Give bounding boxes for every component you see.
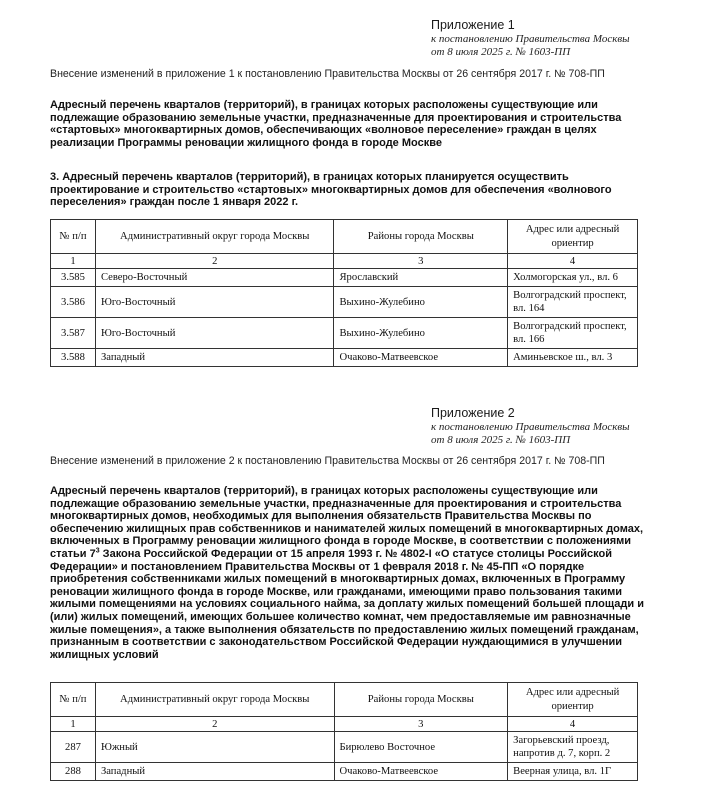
article-superscript: 3 <box>95 547 100 555</box>
row-rayon: Очаково-Матвеевское <box>334 349 508 367</box>
column-number: 4 <box>508 254 638 269</box>
column-number: 4 <box>508 717 638 732</box>
appendix-2-title: Приложение 2 <box>431 406 515 420</box>
column-header: Адрес или адресный ориентир <box>508 220 638 254</box>
row-number: 287 <box>51 732 96 763</box>
column-header: № п/п <box>51 220 96 254</box>
table-header-row <box>51 220 638 254</box>
row-rayon: Ярославский <box>334 269 508 287</box>
column-number-row <box>51 254 638 269</box>
row-number: 3.587 <box>51 318 96 349</box>
table-row <box>51 763 638 781</box>
row-address: Волгоградский проспект, вл. 166 <box>508 318 638 349</box>
appendix-2-table <box>50 682 638 781</box>
appendix-1-subtitle-line1: к постановлению Правительства Москвы <box>431 33 630 45</box>
column-header: Адрес или адресный ориентир <box>508 683 638 717</box>
table-row <box>51 732 638 763</box>
table-row <box>51 269 638 287</box>
row-number: 3.588 <box>51 349 96 367</box>
appendix-1-subtitle-line2: от 8 июля 2025 г. № 1603-ПП <box>431 46 571 58</box>
appendix-1-header <box>431 18 671 59</box>
appendix-1-heading <box>50 99 650 149</box>
column-header: Районы города Москвы <box>334 683 508 717</box>
row-okrug: Южный <box>95 732 334 763</box>
row-okrug: Юго-Восточный <box>95 318 334 349</box>
column-header: Районы города Москвы <box>334 220 508 254</box>
appendix-2-amendment: Внесение изменений в приложение 2 к постановлению Правительства Москвы от 26 сентября 2017 г. № 708-ПП <box>50 455 605 467</box>
row-rayon: Выхино-Жулебино <box>334 318 508 349</box>
column-header: Административный округ города Москвы <box>95 683 334 717</box>
row-address: Холмогорская ул., вл. 6 <box>508 269 638 287</box>
column-number: 2 <box>95 254 334 269</box>
appendix-2-heading <box>50 485 650 661</box>
appendix-2-heading-text <box>50 485 650 661</box>
column-number: 1 <box>51 254 96 269</box>
appendix-2-subtitle-line1: к постановлению Правительства Москвы <box>431 421 630 433</box>
table-row <box>51 287 638 318</box>
appendix-2-header <box>431 406 671 447</box>
row-rayon: Выхино-Жулебино <box>334 287 508 318</box>
appendix-2-subtitle-line2: от 8 июля 2025 г. № 1603-ПП <box>431 434 571 446</box>
row-okrug: Западный <box>95 763 334 781</box>
table-header-row <box>51 683 638 717</box>
column-header: № п/п <box>51 683 96 717</box>
row-number: 3.586 <box>51 287 96 318</box>
heading-text-part2: Закона Российской Федерации от 15 апреля 1993 г. № 4802-I «О статусе столицы Российской Федерации» и постановлением Правительства Москвы от 1 февраля 2018 г. № 45-ПП «О порядке приобретения собственниками жилых помещений в многоквартирных домах, включенных в Программу реновации жилищного фонда в городе Москве, или гражданами, имеющими право пользования такими жилыми помещениями на условиях социального найма, за доплату жилых помещений большей площади и (или) жилых помещений, имеющих большее количество комнат, чем предоставляемые им равнозначные жилые помещения», а также выполнения обязательств по предоставлению жилых помещений гражданам, признанным в соответствии с законодательством Российской Федерации нуждающимися в улучшении жилищных условий <box>50 547 644 661</box>
appendix-1-title: Приложение 1 <box>431 18 515 32</box>
row-address: Веерная улица, вл. 1Г <box>508 763 638 781</box>
appendix-1-table <box>50 219 638 367</box>
row-rayon: Очаково-Матвеевское <box>334 763 508 781</box>
row-number: 288 <box>51 763 96 781</box>
table-row <box>51 349 638 367</box>
row-address: Аминьевское ш., вл. 3 <box>508 349 638 367</box>
row-okrug: Западный <box>95 349 334 367</box>
column-number: 3 <box>334 717 508 732</box>
column-number: 3 <box>334 254 508 269</box>
row-number: 3.585 <box>51 269 96 287</box>
column-number: 2 <box>95 717 334 732</box>
appendix-1-section <box>50 171 650 209</box>
row-address: Загорьевский проезд, напротив д. 7, корп. 2 <box>508 732 638 763</box>
row-rayon: Бирюлево Восточное <box>334 732 508 763</box>
appendix-1-section-text: 3. Адресный перечень кварталов (территорий), в границах которых планируется осуществить проектирование и строительство «стартовых» многоквартирных домов для обеспечения «волнового переселения» граждан после 1 января 2022 г. <box>50 171 612 209</box>
table-row <box>51 318 638 349</box>
row-address: Волгоградский проспект, вл. 164 <box>508 287 638 318</box>
column-header: Административный округ города Москвы <box>95 220 334 254</box>
appendix-1-amendment: Внесение изменений в приложение 1 к постановлению Правительства Москвы от 26 сентября 2017 г. № 708-ПП <box>50 68 605 80</box>
heading-text-part1: Адресный перечень кварталов (территорий), в границах которых расположены существующие или подлежащие образованию земельные участки, предназначенные для проектирования и строительства многоквартирных домов, необходимых для выполнения обязательств Правительства Москвы по обеспечению жилищных прав собственников и нанимателей жилых помещений в многоквартирных домах, включенных в Программу реновации жилищного фонда в городе Москве, в соответствии с положениями статьи 7 <box>50 485 644 560</box>
column-number-row <box>51 717 638 732</box>
column-number: 1 <box>51 717 96 732</box>
appendix-1-heading-text: Адресный перечень кварталов (территорий), в границах которых расположены существующие или подлежащие образованию земельные участки, предназначенные для проектирования и строительства «стартовых» многоквартирных домов, обеспечивающих «волновое переселение» граждан в целях реализации Программы реновации жилищного фонда в городе Москве <box>50 99 622 149</box>
row-okrug: Северо-Восточный <box>95 269 334 287</box>
row-okrug: Юго-Восточный <box>95 287 334 318</box>
